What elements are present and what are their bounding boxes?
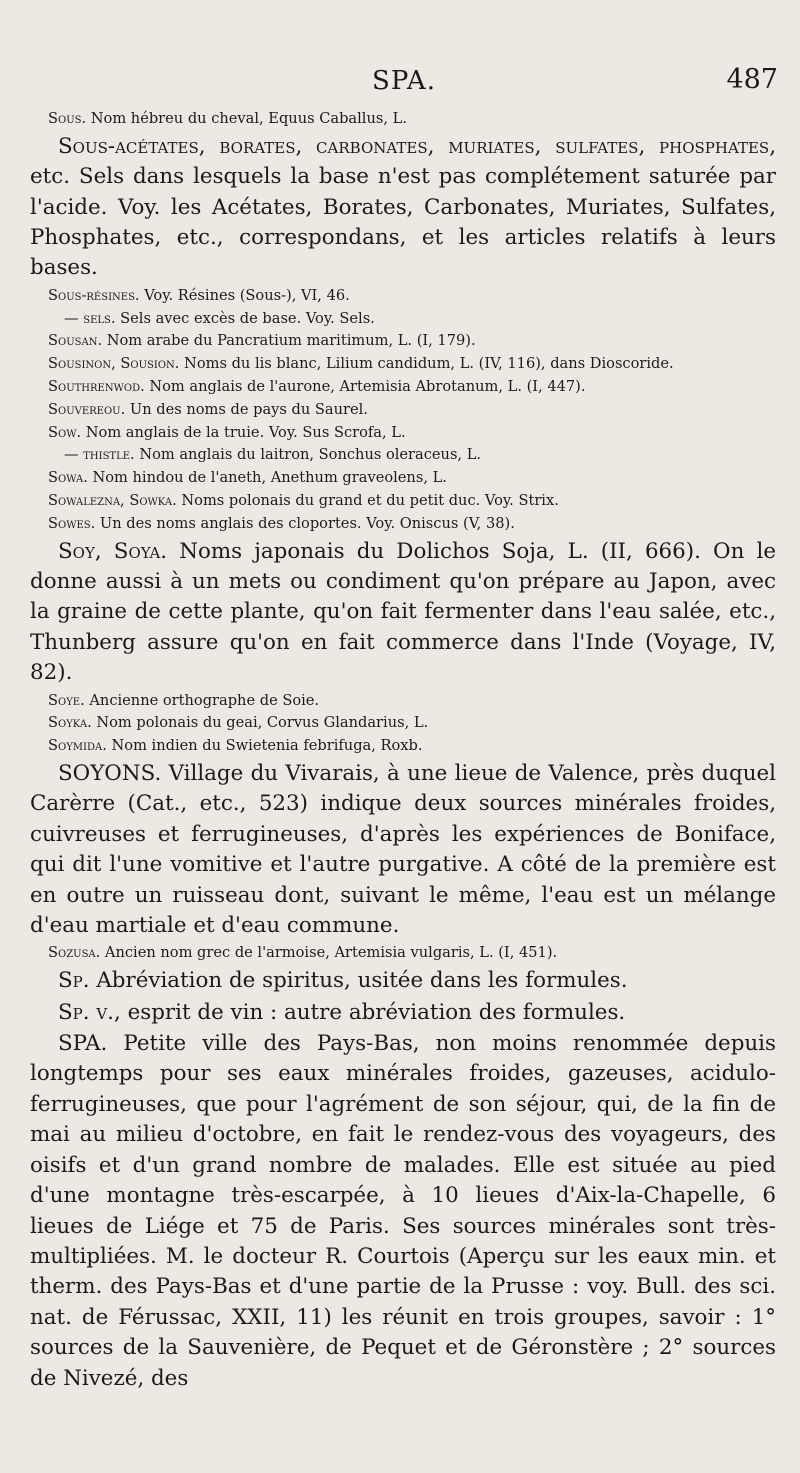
dictionary-entry xyxy=(30,308,776,331)
page-number: 487 xyxy=(726,64,778,95)
entry-headword: Sp. xyxy=(58,968,90,994)
entry-headword: Sp. v., xyxy=(58,999,121,1025)
entry-headword: Soye. xyxy=(48,691,85,709)
entry-headword: Sousinon, Sousion. xyxy=(48,355,180,373)
entry-headword: Sous-acétates, borates, carbonates, muriates, sulfates, phosphates, xyxy=(58,133,776,159)
entry-text: Nom anglais de l'aurone, Artemisia Abrotanum, L. (I, 447). xyxy=(144,378,586,396)
entry-headword: Souvereou. xyxy=(48,400,126,418)
running-title: SPA. xyxy=(372,66,436,96)
entry-text: Nom polonais du geai, Corvus Glandarius, L. xyxy=(91,714,429,732)
entry-headword: Sousan. xyxy=(48,332,103,350)
entry-text: esprit de vin : autre abréviation des formules. xyxy=(120,999,626,1025)
entry-headword: Sow. xyxy=(48,423,82,441)
entry-headword: Sowalezna, Sowka. xyxy=(48,492,177,509)
entry-headword: Sowes. xyxy=(48,514,96,532)
entry-text: Un des noms de pays du Saurel. xyxy=(125,400,368,418)
entry-text: Nom indien du Swietenia febrifuga, Roxb. xyxy=(106,737,423,755)
dictionary-entry xyxy=(30,490,776,513)
entry-headword: Soymida. xyxy=(48,737,107,755)
entry-headword: SPA. xyxy=(58,1031,108,1057)
dictionary-entry xyxy=(30,285,776,308)
entry-text: Nom anglais du laitron, Sonchus oleraceus, L. xyxy=(134,446,482,464)
entry-headword: Soy, Soya. xyxy=(58,538,168,564)
dictionary-entry xyxy=(30,966,776,996)
entry-text: Voy. Résines (Sous-), VI, 46. xyxy=(139,286,350,304)
entry-text: Petite ville des Pays-Bas, non moins renommée depuis longtemps pour ses eaux minérales froides, gazeuses, acidulo-ferrugineuses, que pour l'agrément de son séjour, qui, de la fin de mai au milieu d'octobre, en fait le rendez-vous des voyageurs, des oisifs et d'un grand nombre de malades. Elle est située au pied d'une montagne très-escarpée, à 10 lieues d'Aix-la-Chapelle, 6 lieues de Liége et 75 de Paris. Ses sources minérales sont très-multipliées. M. le docteur R. Courtois (Aperçu sur les eaux min. et therm. des Pays-Bas et d'une partie de la Prusse : voy. Bull. des sci. nat. de Férussac, XXII, 11) les réunit en trois groupes, savoir : 1° sources de la Sauvenière, de Pequet et de Géronstère ; 2° sources de Nivezé, des xyxy=(30,1031,776,1391)
dictionary-entry xyxy=(30,513,776,536)
entry-text: Nom arabe du Pancratium maritimum, L. (I, 179). xyxy=(102,332,476,350)
dictionary-entry xyxy=(30,399,776,422)
entry-text: Nom hindou de l'aneth, Anethum graveolens, L. xyxy=(87,469,447,487)
entry-text: Nom anglais de la truie. Voy. Sus Scrofa, L. xyxy=(81,423,406,441)
entry-headword: Sowa. xyxy=(48,469,88,487)
dictionary-entry xyxy=(30,1029,776,1394)
entry-text: Village du Vivarais, à une lieue de Valence, près duquel Carèrre (Cat., etc., 523) indique deux sources minérales froides, cuivreuses et ferrugineuses, d'après les expériences de Boniface, qui dit l'une vomitive et l'autre purgative. A côté de la première est en outre un ruisseau dont, suivant le même, l'eau est un mélange d'eau martiale et d'eau commune. xyxy=(30,761,776,939)
entry-text: Noms polonais du grand et du petit duc. Voy. Strix. xyxy=(176,492,559,509)
entry-headword: — thistle. xyxy=(64,446,135,464)
entry-headword: Soyka. xyxy=(48,714,92,732)
entry-text: Noms du lis blanc, Lilium candidum, L. (IV, 116), dans Dioscoride. xyxy=(179,355,674,373)
dictionary-entry xyxy=(30,444,776,467)
dictionary-entry xyxy=(30,712,776,735)
dictionary-entry xyxy=(30,330,776,353)
entry-text: Un des noms anglais des cloportes. Voy. Oniscus (V, 38). xyxy=(95,514,515,532)
entry-headword: — sels. xyxy=(64,309,116,327)
entry-headword: Sous. xyxy=(48,110,87,127)
entry-text: Abréviation de spiritus, usitée dans les formules. xyxy=(89,968,628,994)
page-header xyxy=(30,66,778,106)
dictionary-entry xyxy=(30,132,776,284)
entry-text: Nom hébreu du cheval, Equus Caballus, L. xyxy=(86,110,407,127)
entry-text: Noms japonais du Dolichos Soja, L. (II, 666). On le donne aussi à un mets ou condiment qu'on prépare au Japon, avec la graine de cette plante, qu'on fait fermenter dans l'eau salée, etc., Thunberg assure qu'on en fait commerce dans l'Inde (Voyage, IV, 82). xyxy=(30,538,777,686)
dictionary-entry xyxy=(30,998,776,1028)
dictionary-entry xyxy=(30,422,776,445)
entry-text: Ancien nom grec de l'armoise, Artemisia vulgaris, L. (I, 451). xyxy=(100,944,558,962)
dictionary-entry xyxy=(30,376,776,399)
entry-headword: Sous-résines. xyxy=(48,286,140,304)
entry-headword: SOYONS. xyxy=(58,761,162,787)
dictionary-entry xyxy=(30,735,776,758)
entry-text: Sels avec excès de base. Voy. Sels. xyxy=(115,309,375,327)
dictionary-entry xyxy=(30,759,776,941)
dictionary-entry xyxy=(30,353,776,376)
dictionary-entries xyxy=(30,108,776,1395)
entry-headword: Southrenwod. xyxy=(48,378,145,396)
dictionary-entry xyxy=(30,942,776,965)
entry-text: Ancienne orthographe de Soie. xyxy=(84,691,320,709)
dictionary-entry xyxy=(30,537,776,689)
entry-text: etc. Sels dans lesquels la base n'est pas complétement saturée par l'acide. Voy. les Acétates, Borates, Carbonates, Muriates, Sulfates, Phosphates, etc., correspondans, et les articles relatifs à leurs bases. xyxy=(30,164,776,281)
dictionary-entry xyxy=(30,467,776,490)
dictionary-entry xyxy=(30,108,776,131)
entry-headword: Sozusa. xyxy=(48,944,101,962)
dictionary-entry xyxy=(30,690,776,713)
